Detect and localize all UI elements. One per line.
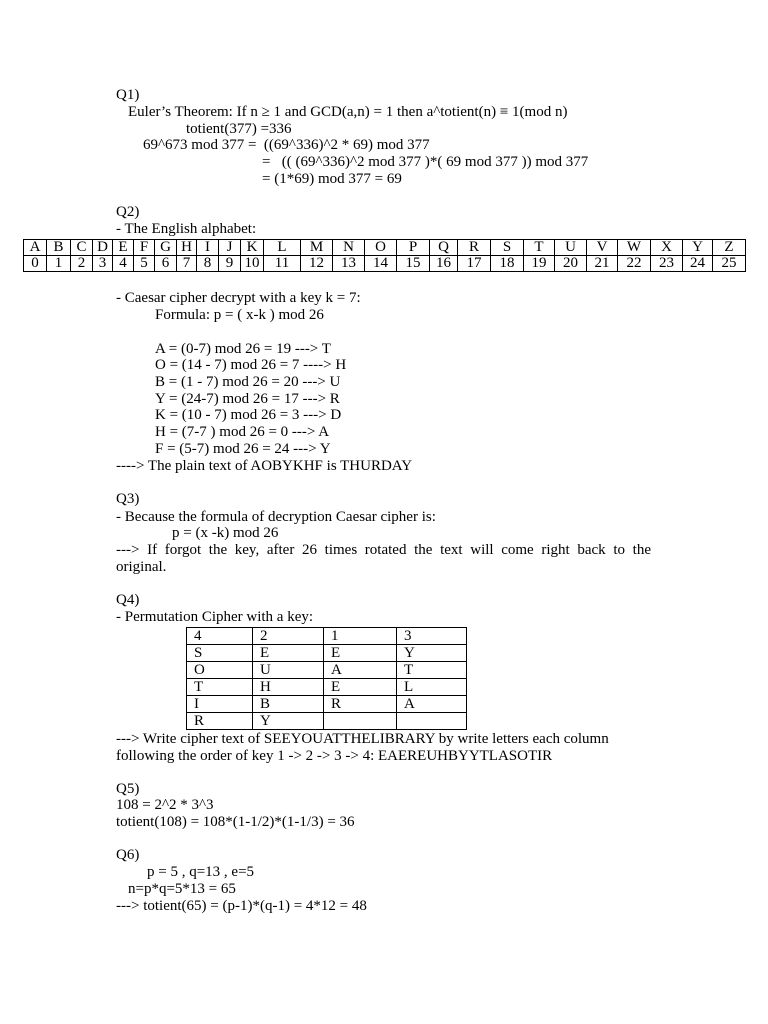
alphabet-letter-cell: M bbox=[301, 240, 333, 256]
alphabet-letter-cell: Q bbox=[430, 240, 458, 256]
alphabet-number-cell: 10 bbox=[241, 256, 264, 272]
permutation-cell: A bbox=[397, 696, 467, 713]
q1-step1: 69^673 mod 377 = ((69^336)^2 * 69) mod 377 bbox=[143, 137, 430, 153]
alphabet-number-cell: 11 bbox=[264, 256, 301, 272]
permutation-cell: O bbox=[187, 662, 253, 679]
q6-modulus: n=p*q=5*13 = 65 bbox=[128, 881, 236, 897]
q5-label: Q5) bbox=[116, 781, 140, 797]
permutation-cell bbox=[397, 713, 467, 730]
permutation-cell: T bbox=[397, 662, 467, 679]
alphabet-letter-cell: X bbox=[651, 240, 683, 256]
alphabet-letter-cell: O bbox=[365, 240, 397, 256]
permutation-key-row bbox=[187, 628, 467, 645]
permutation-cell: E bbox=[253, 645, 324, 662]
q2-label: Q2) bbox=[116, 204, 140, 220]
q2-step: H = (7-7 ) mod 26 = 0 ---> A bbox=[155, 424, 330, 440]
permutation-row bbox=[187, 713, 467, 730]
alphabet-letter-cell: P bbox=[397, 240, 430, 256]
permutation-key-cell: 2 bbox=[253, 628, 324, 645]
alphabet-letter-cell: G bbox=[155, 240, 177, 256]
permutation-cell: Y bbox=[253, 713, 324, 730]
permutation-key-cell: 3 bbox=[397, 628, 467, 645]
permutation-cell: B bbox=[253, 696, 324, 713]
q2-alphabet-title: - The English alphabet: bbox=[116, 221, 257, 237]
alphabet-number-cell: 4 bbox=[113, 256, 134, 272]
alphabet-number-cell: 18 bbox=[491, 256, 524, 272]
q2-formula: Formula: p = ( x-k ) mod 26 bbox=[155, 307, 324, 323]
alphabet-letter-cell: D bbox=[93, 240, 113, 256]
q4-line1: ---> Write cipher text of SEEYOUATTHELIBRARY by write letters each column bbox=[116, 731, 609, 747]
alphabet-letter-cell: H bbox=[177, 240, 197, 256]
q3-conclusion-line2: original. bbox=[116, 559, 167, 575]
alphabet-number-cell: 14 bbox=[365, 256, 397, 272]
q6-totient: ---> totient(65) = (p-1)*(q-1) = 4*12 = 48 bbox=[116, 898, 367, 914]
permutation-key-cell: 1 bbox=[324, 628, 397, 645]
alphabet-number-cell: 15 bbox=[397, 256, 430, 272]
permutation-row bbox=[187, 645, 467, 662]
alphabet-letter-cell: Z bbox=[713, 240, 746, 256]
q1-theorem: Euler’s Theorem: If n ≥ 1 and GCD(a,n) = 1 then a^totient(n) ≡ 1(mod n) bbox=[128, 104, 568, 120]
alphabet-number-cell: 17 bbox=[458, 256, 491, 272]
alphabet-letter-cell: R bbox=[458, 240, 491, 256]
alphabet-number-cell: 8 bbox=[197, 256, 219, 272]
alphabet-number-cell: 12 bbox=[301, 256, 333, 272]
permutation-cell: I bbox=[187, 696, 253, 713]
q2-step: Y = (24-7) mod 26 = 17 ---> R bbox=[155, 391, 340, 407]
alphabet-number-cell: 9 bbox=[219, 256, 241, 272]
alphabet-number-cell: 23 bbox=[651, 256, 683, 272]
alphabet-number-cell: 25 bbox=[713, 256, 746, 272]
q5-totient: totient(108) = 108*(1-1/2)*(1-1/3) = 36 bbox=[116, 814, 355, 830]
q2-step: B = (1 - 7) mod 26 = 20 ---> U bbox=[155, 374, 341, 390]
permutation-cell: L bbox=[397, 679, 467, 696]
q4-line2: following the order of key 1 -> 2 -> 3 -> 4: EAEREUHBYYTLASOTIR bbox=[116, 748, 553, 764]
q3-conclusion-line1: ---> If forgot the key, after 26 times rotated the text will come right back to the bbox=[116, 542, 651, 558]
alphabet-letter-cell: Y bbox=[683, 240, 713, 256]
q1-step2: = (( (69^336)^2 mod 377 )*( 69 mod 377 )) mod 377 bbox=[262, 154, 589, 170]
q6-label: Q6) bbox=[116, 847, 140, 863]
alphabet-letter-cell: K bbox=[241, 240, 264, 256]
alphabet-number-cell: 13 bbox=[333, 256, 365, 272]
permutation-cell: Y bbox=[397, 645, 467, 662]
alphabet-letter-cell: W bbox=[618, 240, 651, 256]
permutation-cell: E bbox=[324, 645, 397, 662]
alphabet-number-cell: 1 bbox=[47, 256, 71, 272]
alphabet-letters-row bbox=[24, 240, 746, 256]
alphabet-letter-cell: F bbox=[134, 240, 155, 256]
q2-result: ----> The plain text of AOBYKHF is THURDAY bbox=[116, 458, 413, 474]
alphabet-numbers-row bbox=[24, 256, 746, 272]
permutation-cell: R bbox=[187, 713, 253, 730]
alphabet-number-cell: 19 bbox=[524, 256, 555, 272]
alphabet-number-cell: 22 bbox=[618, 256, 651, 272]
permutation-cell: E bbox=[324, 679, 397, 696]
permutation-cell bbox=[324, 713, 397, 730]
alphabet-letter-cell: A bbox=[24, 240, 47, 256]
alphabet-number-cell: 20 bbox=[555, 256, 587, 272]
permutation-row bbox=[187, 679, 467, 696]
permutation-cell: R bbox=[324, 696, 397, 713]
alphabet-letter-cell: L bbox=[264, 240, 301, 256]
q3-label: Q3) bbox=[116, 491, 140, 507]
q1-label: Q1) bbox=[116, 87, 140, 103]
q4-intro: - Permutation Cipher with a key: bbox=[116, 609, 314, 625]
q2-step: A = (0-7) mod 26 = 19 ---> T bbox=[155, 341, 331, 357]
permutation-cell: S bbox=[187, 645, 253, 662]
alphabet-number-cell: 2 bbox=[71, 256, 93, 272]
alphabet-table bbox=[23, 239, 746, 272]
alphabet-number-cell: 16 bbox=[430, 256, 458, 272]
permutation-cell: U bbox=[253, 662, 324, 679]
alphabet-letter-cell: B bbox=[47, 240, 71, 256]
alphabet-number-cell: 0 bbox=[24, 256, 47, 272]
q2-step: O = (14 - 7) mod 26 = 7 ----> H bbox=[155, 357, 347, 373]
permutation-row bbox=[187, 696, 467, 713]
permutation-row bbox=[187, 662, 467, 679]
alphabet-number-cell: 21 bbox=[587, 256, 618, 272]
q6-params: p = 5 , q=13 , e=5 bbox=[147, 864, 255, 880]
alphabet-letter-cell: T bbox=[524, 240, 555, 256]
alphabet-number-cell: 6 bbox=[155, 256, 177, 272]
q1-totient: totient(377) =336 bbox=[186, 121, 292, 137]
alphabet-letter-cell: V bbox=[587, 240, 618, 256]
alphabet-letter-cell: C bbox=[71, 240, 93, 256]
alphabet-number-cell: 3 bbox=[93, 256, 113, 272]
alphabet-letter-cell: I bbox=[197, 240, 219, 256]
permutation-cell: T bbox=[187, 679, 253, 696]
alphabet-letter-cell: S bbox=[491, 240, 524, 256]
alphabet-letter-cell: J bbox=[219, 240, 241, 256]
q2-step: K = (10 - 7) mod 26 = 3 ---> D bbox=[155, 407, 342, 423]
q4-label: Q4) bbox=[116, 592, 140, 608]
q2-step: F = (5-7) mod 26 = 24 ---> Y bbox=[155, 441, 331, 457]
permutation-cell: A bbox=[324, 662, 397, 679]
alphabet-letter-cell: E bbox=[113, 240, 134, 256]
q1-step3: = (1*69) mod 377 = 69 bbox=[262, 171, 402, 187]
alphabet-number-cell: 7 bbox=[177, 256, 197, 272]
q2-caesar-title: - Caesar cipher decrypt with a key k = 7: bbox=[116, 290, 361, 306]
alphabet-letter-cell: N bbox=[333, 240, 365, 256]
permutation-cell: H bbox=[253, 679, 324, 696]
permutation-table bbox=[186, 627, 467, 730]
alphabet-letter-cell: U bbox=[555, 240, 587, 256]
alphabet-number-cell: 5 bbox=[134, 256, 155, 272]
q3-formula: p = (x -k) mod 26 bbox=[172, 525, 279, 541]
permutation-key-cell: 4 bbox=[187, 628, 253, 645]
q5-factor: 108 = 2^2 * 3^3 bbox=[116, 797, 214, 813]
alphabet-number-cell: 24 bbox=[683, 256, 713, 272]
q3-intro: - Because the formula of decryption Caesar cipher is: bbox=[116, 509, 436, 525]
